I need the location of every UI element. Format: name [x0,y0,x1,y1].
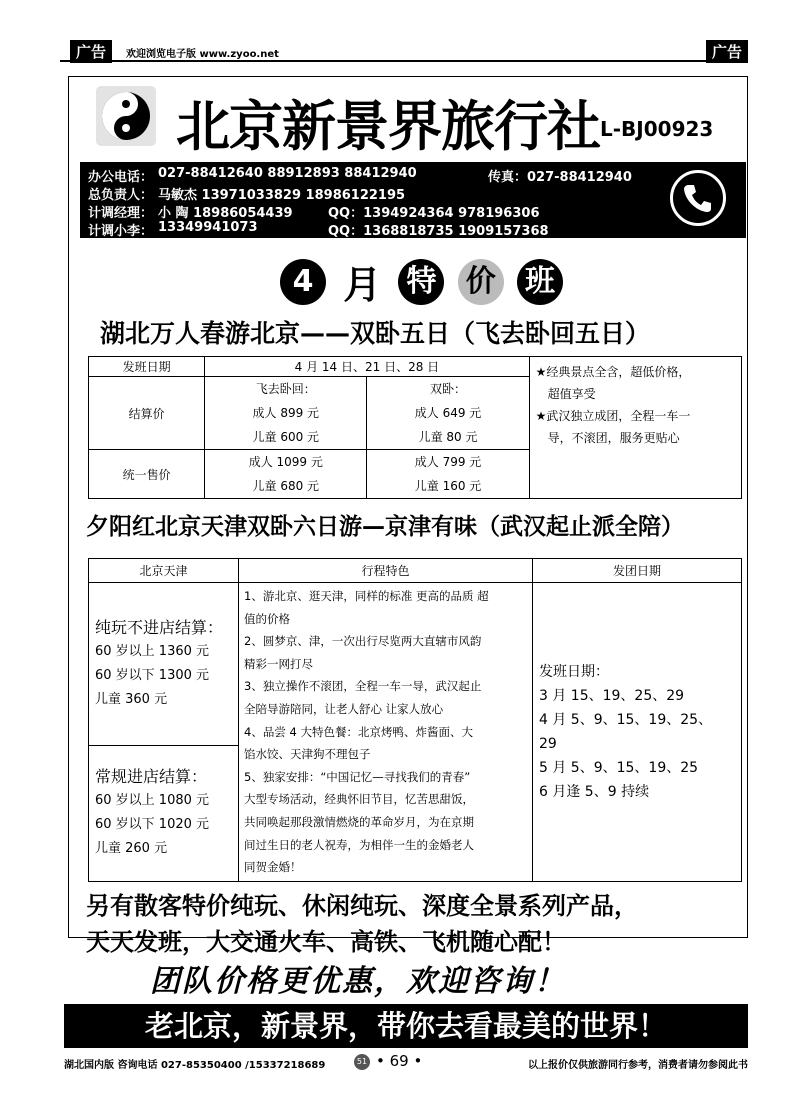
tour2-dep-2: 4 月 5、9、15、19、25、 [539,711,713,728]
tour1-retail-fly-adult: 成人 1099 元 [248,455,323,469]
tour1-settle-label: 结算价 [89,377,205,450]
tour2-title: 夕阳红北京天津双卧六日游—京津有味（武汉起止派全陪） [86,514,684,540]
page-number [354,1052,422,1070]
tour1-dates: 4 月 14 日、21 日、28 日 [205,357,529,377]
planner-label: 计调经理： [88,206,154,221]
tour2-dep-5: 6 月逢 5、9 持续 [539,783,650,800]
license-number: L-BJ00923 [600,117,714,141]
feature-line: 3、独立操作不滚团，全程一车一导，武汉起止 [244,679,482,694]
tour1-fly-header: 飞去卧回： [255,382,316,396]
tour2-col-dates: 发团日期 [533,559,742,583]
tour2-pure-2: 60 岁以下 1300 元 [95,667,210,683]
feature-line: 5、独家安排：“中国记忆—寻找我们的青春” [244,769,471,784]
feature-line: 同贺金婚！ [244,860,302,875]
page-number-text: • 69 • [376,1052,423,1070]
tour2-pure-1: 60 岁以上 1360 元 [95,643,210,659]
tour1-retail-label: 统一售价 [89,450,205,499]
fax-number: 传真：027-88412940 [488,170,632,185]
tour2-col-features: 行程特色 [239,559,533,583]
page-badge-icon: 51 [354,1054,370,1070]
tour1-retail-sleeper-adult: 成人 799 元 [414,455,482,469]
phone-icon [670,170,726,226]
assistant-qq: QQ：1368818735 1909157368 [328,224,549,239]
special-char-3: 特 [398,259,444,305]
manager-label: 总负责人： [88,188,154,203]
tour1-note-1: ★经典景点全含，超低价格， [535,365,691,379]
feature-line: 1、游北京、逛天津，同样的标准 更高的品质 超 [244,589,489,603]
footer-right: 以上报价仅供旅游同行参考，消费者请勿参阅此书 [528,1060,748,1071]
tour1-notes [529,357,741,499]
agency-logo-icon [96,86,156,146]
footer-left: 湖北国内版 咨询电话 027-85350400 /15337218689 [64,1060,326,1071]
welcome-text: 欢迎浏览电子版 www.zyoo.net [126,49,279,60]
promo-line-2: 天天发班，大交通火车、高铁、飞机随心配！ [86,928,566,956]
special-char-1: 4 [280,259,326,305]
ad-tag-left: 广告 [70,40,112,63]
tour1-sleeper-header: 双卧： [430,382,467,396]
special-char-4: 价 [458,259,504,305]
ad-tag-right: 广告 [706,40,748,63]
feature-line: 全陪导游陪同，让老人舒心 让家人放心 [244,701,444,716]
tour2-dep-1: 3 月 15、19、25、29 [539,687,685,704]
tour2-regular-prices [89,745,239,881]
special-offer-title [280,254,563,309]
planner-value: 小 陶 18986054439 [158,206,293,221]
slogan-banner: 老北京，新景界，带你去看最美的世界！ [64,1004,748,1048]
tour2-reg-1: 60 岁以上 1080 元 [95,793,210,809]
feature-line: 2、圆梦京、津，一次出行尽览两大直辖市风韵 [244,634,482,649]
assistant-value: 13349941073 [158,220,258,235]
tour2-dep-4: 5 月 5、9、15、19、25 [539,759,699,776]
tour1-fly-adult: 成人 899 元 [252,406,320,420]
tour2-col-route: 北京天津 [89,559,239,583]
tour2-reg-3: 儿童 260 元 [95,841,168,857]
tour1-table [88,356,742,499]
tour1-settle-fly [205,377,367,450]
tour1-note-2b: 导，不滚团，服务更贴心 [547,431,680,445]
top-bar [60,38,748,62]
agency-name: 北京新景界旅行社 [176,94,600,158]
tour2-reg-title: 常规进店结算： [95,767,208,787]
tour1-title: 湖北万人春游北京——双卧五日（飞去卧回五日） [100,319,651,348]
feature-line: 值的价格 [244,611,290,626]
feature-line: 4、品尝 4 大特色餐：北京烤鸭、炸酱面、大 [244,724,473,739]
tour2-departures [533,583,742,882]
special-char-5: 班 [517,259,563,305]
manager-value: 马敏杰 13971033829 18986122195 [158,188,406,203]
tour1-date-label: 发班日期 [89,357,205,377]
tour1-sleeper-child: 儿童 80 元 [418,430,478,444]
tour2-pure-prices [89,583,239,746]
feature-line: 共同唤起那段激情燃烧的革命岁月，为在京期 [244,814,474,829]
tour2-dep-3: 29 [539,735,557,752]
planner-qq: QQ：1394924364 978196306 [328,206,540,221]
promo-line-3: 团队价格更优惠，欢迎咨询！ [150,964,566,999]
office-phone-label: 办公电话： [88,170,154,185]
tour1-settle-sleeper [367,377,529,450]
contact-box [80,162,746,238]
tour1-sleeper-adult: 成人 649 元 [414,406,482,420]
special-char-2: 月 [343,263,382,307]
office-phone-numbers: 027-88412640 88912893 88412940 [158,166,417,181]
tour1-note-1b: 超值享受 [547,387,596,401]
feature-line: 馅水饺、天津狗不理包子 [244,747,371,762]
promo-line-1: 另有散客特价纯玩、休闲纯玩、深度全景系列产品， [86,892,638,920]
tour1-retail-sleeper [367,450,529,499]
tour2-features [239,583,533,882]
tour2-pure-title: 纯玩不进店结算： [95,617,224,637]
promo-block [86,888,638,960]
tour1-retail-fly-child: 儿童 680 元 [252,479,320,493]
tour1-retail-sleeper-child: 儿童 160 元 [414,479,482,493]
tour2-reg-2: 60 岁以下 1020 元 [95,817,210,833]
tour1-fly-child: 儿童 600 元 [252,430,320,444]
tour1-note-2: ★武汉独立成团，全程一车一 [535,409,691,423]
tour2-pure-3: 儿童 360 元 [95,691,168,707]
feature-line: 间过生日的老人祝寿，为相伴一生的金婚老人 [244,837,474,852]
tour2-dep-label: 发班日期： [539,663,609,680]
tour2-table [88,558,742,882]
assistant-label: 计调小李： [88,224,154,239]
tour1-retail-fly [205,450,367,499]
feature-line: 大型专场活动，经典怀旧节目，忆苦思甜饭， [244,792,474,807]
feature-line: 精彩一网打尽 [244,656,313,671]
